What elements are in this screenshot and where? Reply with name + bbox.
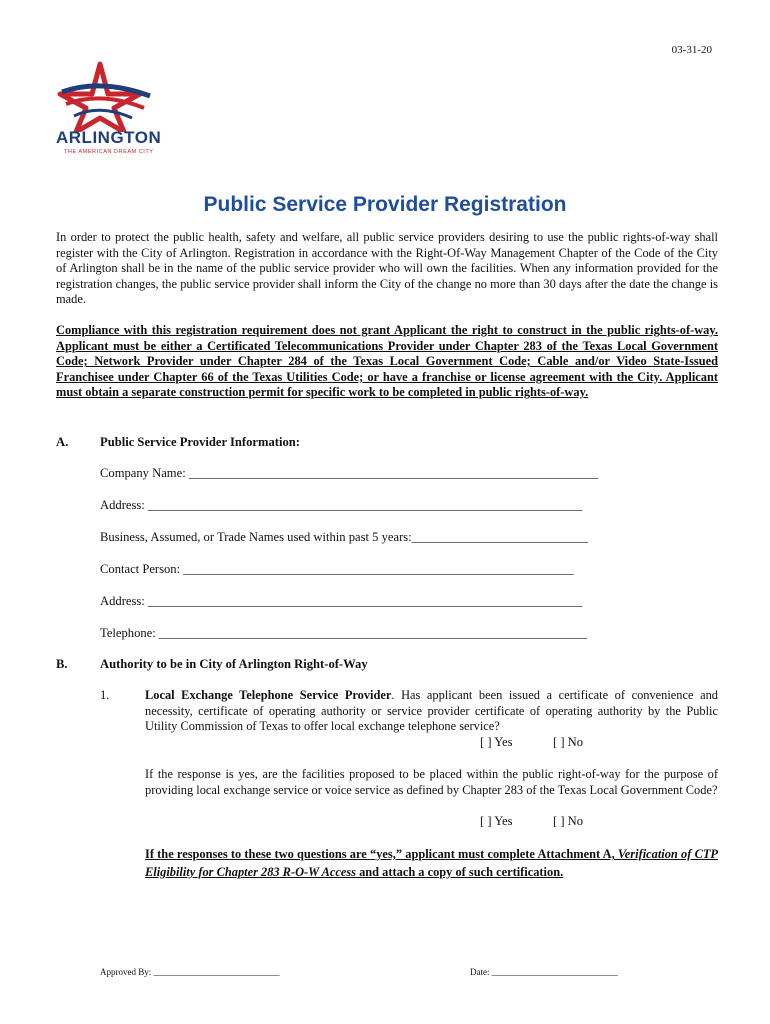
question-1-no-checkbox[interactable]: [ ] No <box>553 735 584 749</box>
contact-address-field[interactable]: Address: _____________________________________________________________________ <box>100 594 583 608</box>
address-field[interactable]: Address: _____________________________________________________________________ <box>100 498 583 512</box>
trade-names-field[interactable]: Business, Assumed, or Trade Names used within past 5 years:____________________________ <box>100 530 588 544</box>
intro-paragraph: In order to protect the public health, safety and welfare, all public service providers desiring to use the public rights-of-way shall register with the City of Arlington. Registration in accordance with the Right-Of-Way Management Chapter of the Code of the City of Arlington shall be in the name of the public service provider who will own the facilities. When any information provided for the registration changes, the public service provider shall inform the City of the change no more than 30 days after the date the change is made. <box>56 230 718 307</box>
question-2-yes-checkbox[interactable]: [ ] Yes <box>480 814 513 828</box>
section-b-title: Authority to be in City of Arlington Right-of-Way <box>100 657 368 671</box>
note-attachment-title: Verification of CTP Eligibility for Chapter 283 R-O-W Access <box>145 847 718 879</box>
footer-date-field[interactable]: Date: ____________________________ <box>470 967 618 977</box>
contact-person-field[interactable]: Contact Person: ______________________________________________________________ <box>100 562 574 576</box>
section-b-letter: B. <box>56 657 68 671</box>
approved-by-field[interactable]: Approved By: ____________________________ <box>100 967 280 977</box>
section-a-letter: A. <box>56 435 69 449</box>
document-date: 03-31-20 <box>671 44 712 56</box>
compliance-notice: Compliance with this registration requirement does not grant Applicant the right to construct in the public rights-of-way. Applicant must be either a Certificated Telecommunications Provider under Chapter 283 of the Texas Local Government Code; Network Provider under Chapter 284 of the Texas Local Government Code; Cable and/or Video State-Issued Franchisee under Chapter 66 of the Texas Utilities Code; or have a franchise or license agreement with the City. Applicant must obtain a separate construction permit for specific work to be completed in public rights-of-way. <box>56 323 718 400</box>
question-1 <box>145 688 718 735</box>
question-1-text: . Has applicant been issued a certificate of convenience and necessity, certificate of operating authority or service provider certificate of operating authority by the Public Utility Commission of Texas to offer local exchange telephone service? <box>145 688 718 734</box>
item-number: 1. <box>100 688 110 702</box>
logo-tagline: THE AMERICAN DREAM CITY <box>64 149 154 155</box>
attachment-note <box>145 845 718 881</box>
logo-wordmark: ARLINGTON <box>56 128 162 147</box>
note-part-1: If the responses to these two questions are “yes,” applicant must complete Attachment A, <box>145 847 618 861</box>
question-2-no-checkbox[interactable]: [ ] No <box>553 814 584 828</box>
question-2-text: If the response is yes, are the facilities proposed to be placed within the public right-of-way for the purpose of providing local exchange service or voice service as defined by Chapter 283 of the Texas Local Government Code? <box>145 767 718 797</box>
arlington-logo <box>54 56 174 132</box>
note-part-2: and attach a copy of such certification. <box>356 865 564 879</box>
company-name-field[interactable]: Company Name: _________________________________________________________________ <box>100 466 599 480</box>
telephone-field[interactable]: Telephone: ____________________________________________________________________ <box>100 626 588 640</box>
question-1-yes-checkbox[interactable]: [ ] Yes <box>480 735 513 749</box>
question-1-title: Local Exchange Telephone Service Provider <box>145 688 392 702</box>
page-title: Public Service Provider Registration <box>203 193 567 216</box>
section-a-title: Public Service Provider Information: <box>100 435 300 449</box>
